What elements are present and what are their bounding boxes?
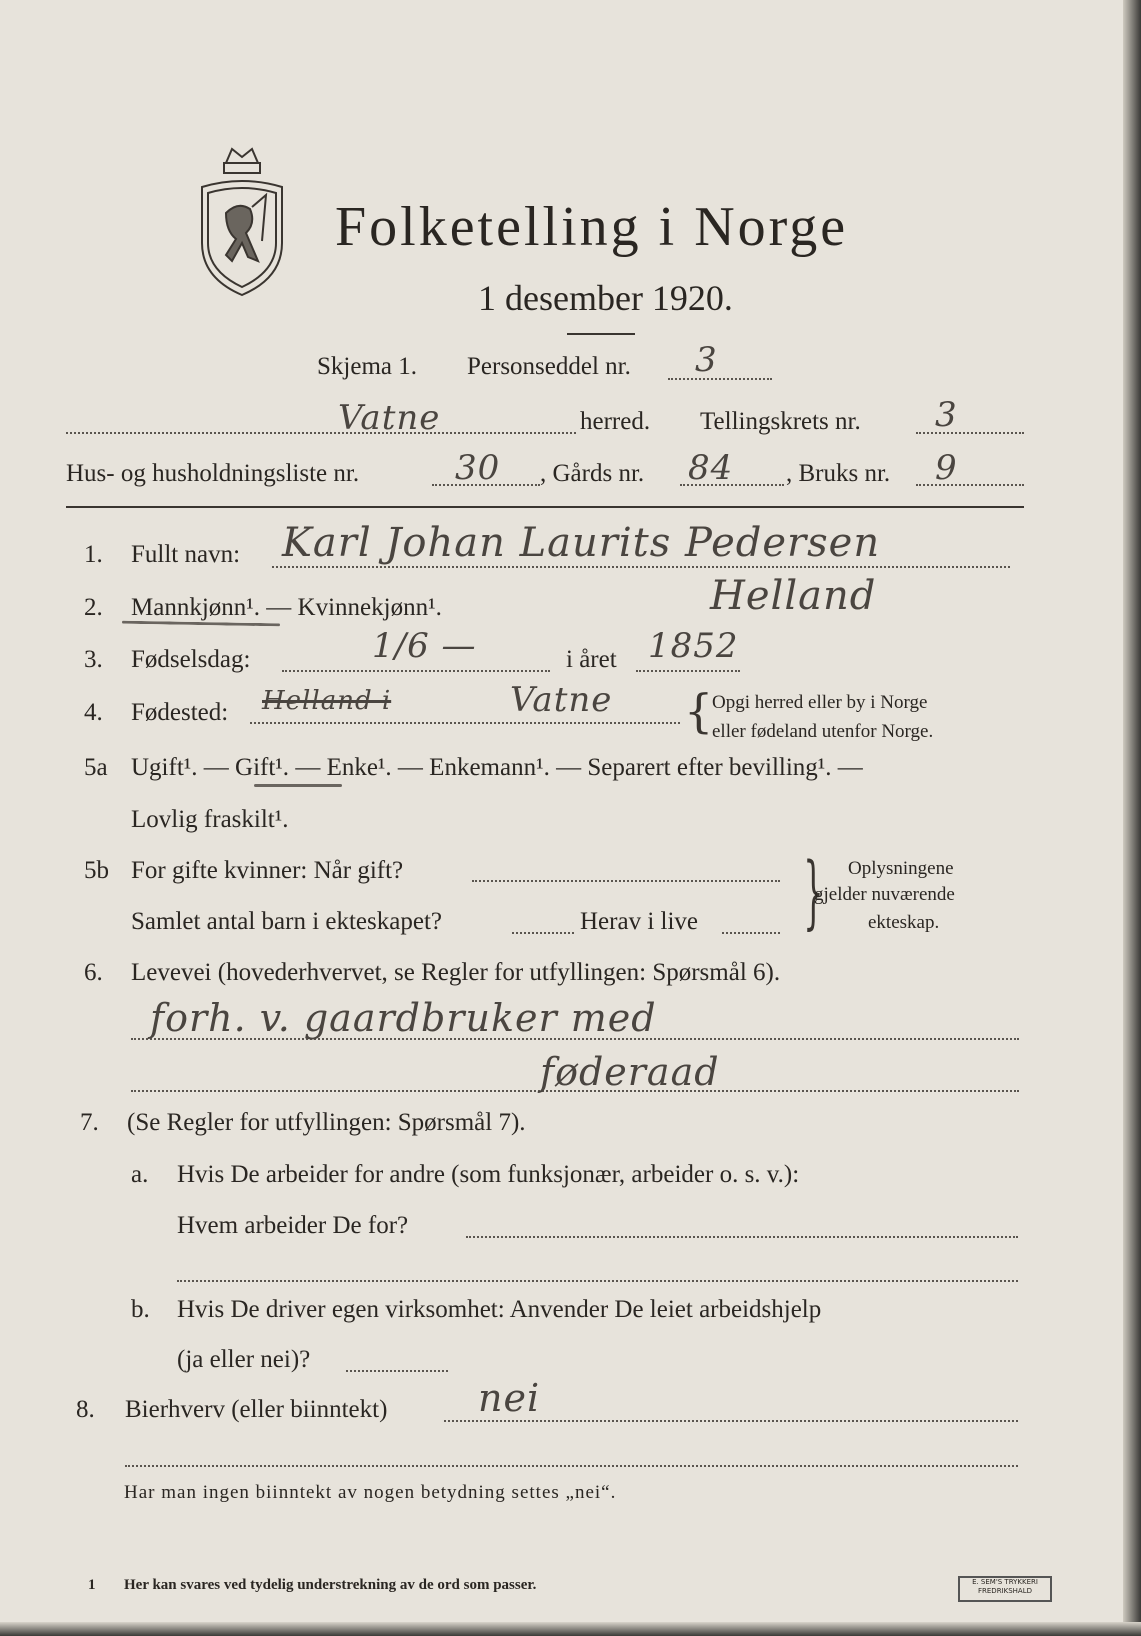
q3-label: Fødselsdag: bbox=[131, 646, 251, 673]
q7b-label: Hvis De driver egen virksomhet: Anvender De leiet arbeidshjelp bbox=[177, 1296, 822, 1323]
q5a-gift-underline bbox=[254, 784, 342, 787]
q3-year-field-line bbox=[636, 670, 740, 672]
q5a-number: 5a bbox=[84, 754, 108, 781]
q2-female-label: Kvinnekjønn¹. bbox=[297, 594, 442, 621]
form-title: Folketelling i Norge bbox=[335, 196, 849, 258]
q5b-note-line2: gjelder nuværende bbox=[814, 884, 955, 905]
q5a-rest-label: — Enke¹. — Enkemann¹. — Separert efter bevilling¹. — bbox=[289, 754, 863, 781]
header-divider bbox=[66, 506, 1024, 508]
q5b-married-field-line bbox=[472, 880, 780, 882]
q7a-field-line1 bbox=[466, 1236, 1018, 1238]
q2-number: 2. bbox=[84, 594, 103, 621]
q5b-number: 5b bbox=[84, 857, 109, 884]
q3-year-label: i året bbox=[566, 646, 617, 673]
q5a-line2: Lovlig fraskilt¹. bbox=[131, 806, 289, 833]
q1-label: Fullt navn: bbox=[131, 541, 241, 568]
q4-birthplace-value[interactable]: Vatne bbox=[510, 680, 613, 720]
q6-label: Levevei (hovederhvervet, se Regler for utfyllingen: Spørsmål 6). bbox=[131, 959, 781, 986]
personseddel-field-line bbox=[668, 378, 772, 380]
tellingskrets-label: Tellingskrets nr. bbox=[700, 408, 861, 435]
q4-note-brace: { bbox=[684, 684, 714, 738]
q5b-note-line1: Oplysningene bbox=[848, 858, 954, 879]
q3-birthdate-value[interactable]: 1/6 — bbox=[372, 626, 477, 666]
q7-number: 7. bbox=[80, 1109, 99, 1136]
q8-number: 8. bbox=[76, 1396, 95, 1423]
page-edge-shadow bbox=[1123, 0, 1141, 1636]
q3-field-line bbox=[282, 670, 550, 672]
q4-label: Fødested: bbox=[131, 699, 229, 726]
q4-number: 4. bbox=[84, 699, 103, 726]
q5a-options[interactable] bbox=[131, 754, 863, 782]
q5b-children-field-line bbox=[512, 932, 574, 934]
bruks-label: , Bruks nr. bbox=[786, 460, 891, 487]
personseddel-value[interactable]: 3 bbox=[695, 340, 718, 380]
gards-label: , Gårds nr. bbox=[540, 460, 645, 487]
census-date: 1 desember 1920. bbox=[478, 278, 733, 318]
q5a-gift-label: Gift¹. bbox=[235, 754, 290, 781]
q5b-line1: For gifte kvinner: Når gift? bbox=[131, 857, 404, 884]
page-bottom-shadow bbox=[0, 1622, 1141, 1636]
q7a-label: Hvis De arbeider for andre (som funksjonær, arbeider o. s. v.): bbox=[177, 1161, 800, 1188]
q8-label: Bierhverv (eller biinntekt) bbox=[125, 1396, 388, 1423]
q7-label: (Se Regler for utfyllingen: Spørsmål 7). bbox=[127, 1109, 526, 1136]
tellingskrets-value[interactable]: 3 bbox=[935, 395, 958, 435]
husliste-value[interactable]: 30 bbox=[455, 448, 501, 488]
tellingskrets-field-line bbox=[916, 432, 1024, 434]
q7a-line2: Hvem arbeider De for? bbox=[177, 1212, 409, 1239]
bruks-field-line bbox=[916, 484, 1024, 486]
q8-field-line1 bbox=[444, 1420, 1018, 1422]
no-income-note: Har man ingen biinntekt av nogen betydning settes „nei“. bbox=[124, 1482, 617, 1503]
personseddel-label: Personseddel nr. bbox=[467, 353, 631, 380]
q6-occupation-value2[interactable]: føderaad bbox=[540, 1050, 720, 1094]
q7b-field-line bbox=[346, 1370, 448, 1372]
q5b-note-brace: } bbox=[803, 845, 824, 938]
q3-number: 3. bbox=[84, 646, 103, 673]
skjema-label: Skjema 1. bbox=[317, 353, 417, 380]
q5b-herav-label: Herav i live bbox=[580, 908, 699, 935]
q8-field-line2 bbox=[125, 1465, 1018, 1467]
q1-surname-continuation[interactable]: Helland bbox=[710, 573, 877, 619]
q4-note-line2: eller fødeland utenfor Norge. bbox=[712, 721, 934, 742]
q7b-line2: (ja eller nei)? bbox=[177, 1346, 311, 1373]
q2-male-label: Mannkjønn¹. bbox=[131, 594, 261, 621]
gards-value[interactable]: 84 bbox=[688, 448, 734, 488]
q5a-ugift-label: Ugift¹. — bbox=[131, 754, 236, 781]
q4-field-line bbox=[250, 722, 680, 724]
bruks-value[interactable]: 9 bbox=[935, 448, 958, 488]
q6-occupation-value1[interactable]: forh. v. gaardbruker med bbox=[150, 996, 657, 1040]
q5b-note-line3: ekteskap. bbox=[868, 912, 940, 933]
q1-number: 1. bbox=[84, 541, 103, 568]
q3-year-value[interactable]: 1852 bbox=[648, 626, 739, 666]
herred-value[interactable]: Vatne bbox=[338, 398, 441, 438]
q5b-alive-field-line bbox=[722, 932, 780, 934]
q7b-number: b. bbox=[131, 1296, 150, 1323]
q7a-field-line2 bbox=[177, 1280, 1018, 1282]
q8-secondary-income-value[interactable]: nei bbox=[478, 1376, 541, 1420]
q2-male-option[interactable] bbox=[131, 594, 442, 622]
footnote-marker: 1 bbox=[88, 1577, 96, 1593]
printer-stamp: E. SEM'S TRYKKERI FREDRIKSHALD bbox=[958, 1576, 1052, 1602]
norwegian-coat-of-arms-icon bbox=[196, 143, 288, 303]
herred-label: herred. bbox=[580, 408, 651, 435]
husliste-label: Hus- og husholdningsliste nr. bbox=[66, 460, 360, 487]
herred-field-line bbox=[66, 432, 576, 434]
title-divider bbox=[567, 333, 635, 335]
q6-number: 6. bbox=[84, 959, 103, 986]
q1-field-line bbox=[272, 566, 1010, 568]
q4-note-line1: Opgi herred eller by i Norge bbox=[712, 692, 928, 713]
q7a-number: a. bbox=[131, 1161, 149, 1188]
q1-full-name-value[interactable]: Karl Johan Laurits Pedersen bbox=[282, 520, 881, 566]
footnote-text: Her kan svares ved tydelig understrekning av de ord som passer. bbox=[124, 1577, 537, 1593]
q4-struck-value: Helland i bbox=[262, 686, 392, 716]
q5b-line2: Samlet antal barn i ekteskapet? bbox=[131, 908, 442, 935]
q2-separator: — bbox=[260, 594, 298, 621]
